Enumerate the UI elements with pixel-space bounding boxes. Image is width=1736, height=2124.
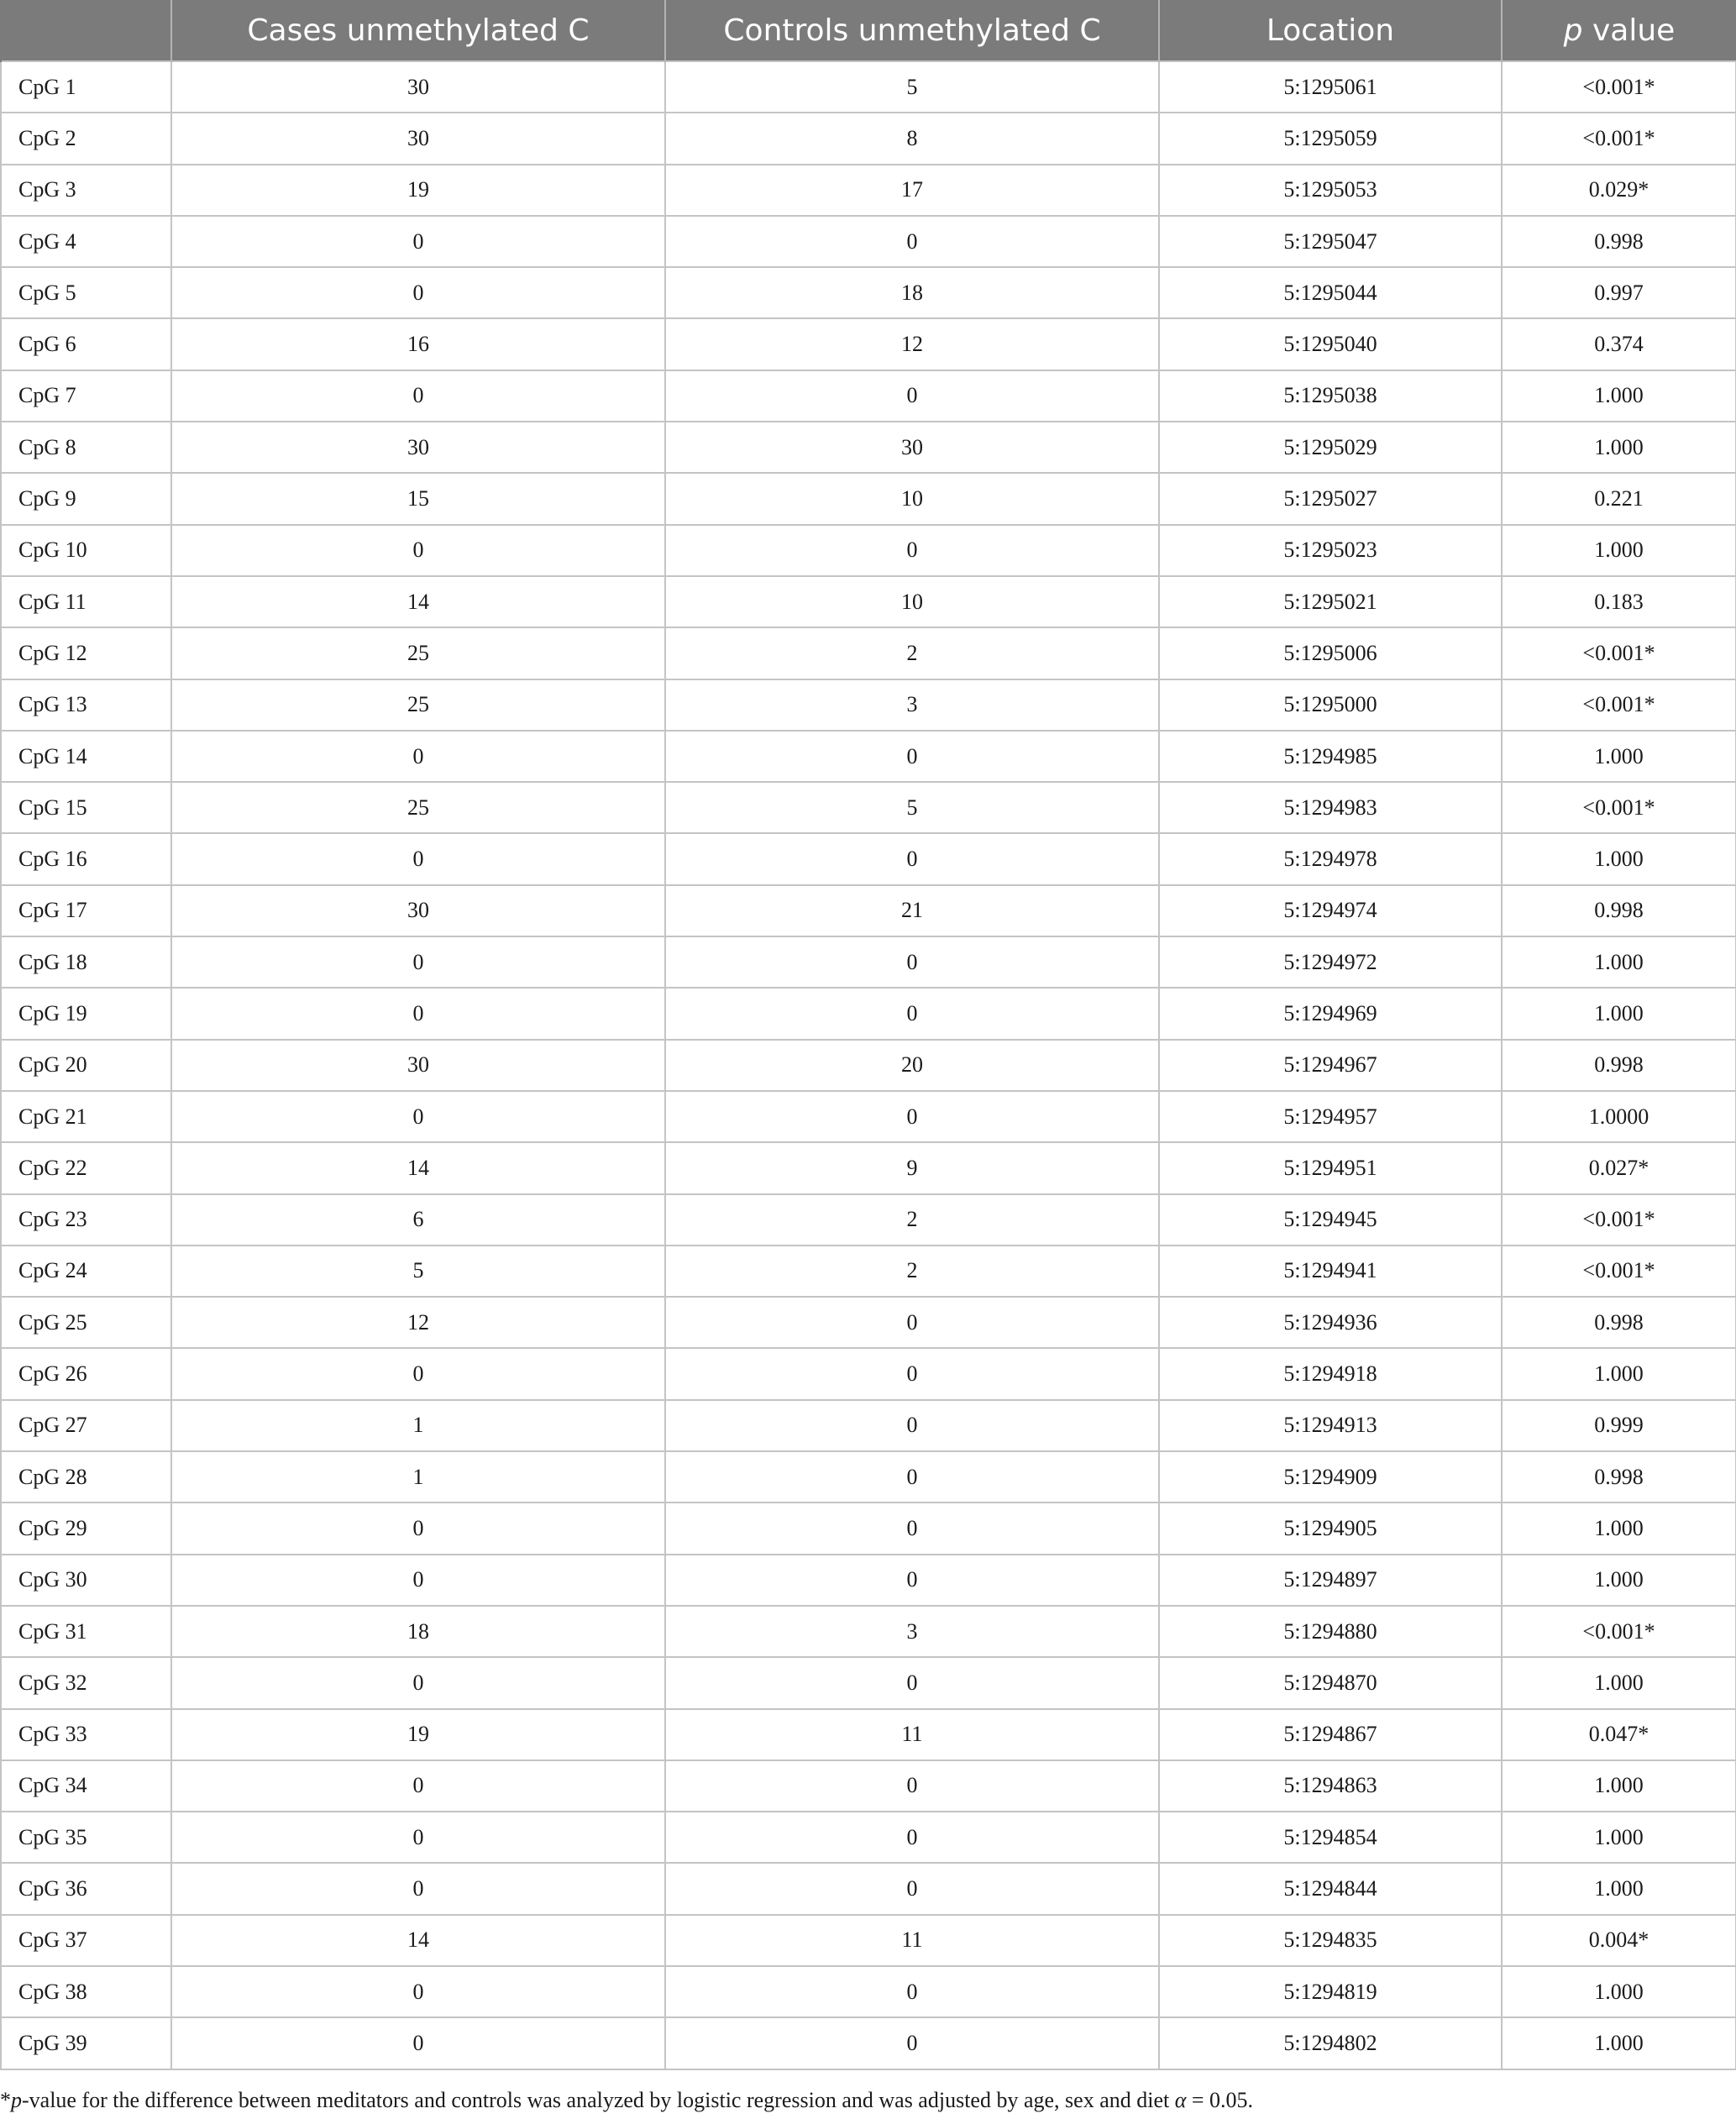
cases-unmethylated-cell: 14 — [171, 1142, 665, 1193]
table-row — [1, 885, 1736, 936]
location-cell: 5:1294936 — [1159, 1297, 1502, 1348]
cpg-site-label: CpG 12 — [1, 627, 171, 679]
cases-unmethylated-cell: 0 — [171, 1812, 665, 1863]
location-cell: 5:1294951 — [1159, 1142, 1502, 1193]
cases-unmethylated-cell: 30 — [171, 422, 665, 473]
table-row — [1, 1709, 1736, 1760]
p-value-cell: <0.001* — [1502, 1246, 1736, 1297]
controls-unmethylated-cell: 0 — [665, 1657, 1159, 1708]
cases-unmethylated-cell: 0 — [171, 1503, 665, 1554]
table-row — [1, 165, 1736, 216]
controls-unmethylated-cell: 12 — [665, 318, 1159, 370]
header-p-value — [1502, 0, 1736, 61]
header-row — [1, 0, 1736, 61]
p-value-cell: 1.000 — [1502, 1503, 1736, 1554]
location-cell: 5:1295029 — [1159, 422, 1502, 473]
p-value-cell: 1.000 — [1502, 422, 1736, 473]
cpg-site-label: CpG 21 — [1, 1091, 171, 1142]
controls-unmethylated-cell: 2 — [665, 1246, 1159, 1297]
controls-unmethylated-cell: 8 — [665, 113, 1159, 164]
cpg-site-label: CpG 38 — [1, 1966, 171, 2017]
location-cell: 5:1294909 — [1159, 1451, 1502, 1503]
cpg-site-label: CpG 8 — [1, 422, 171, 473]
cpg-site-label: CpG 1 — [1, 61, 171, 113]
cpg-site-label: CpG 2 — [1, 113, 171, 164]
footnote-p-italic: p — [11, 2088, 22, 2112]
cases-unmethylated-cell: 12 — [171, 1297, 665, 1348]
p-value-cell: 1.000 — [1502, 2017, 1736, 2069]
footnote-alpha: α — [1174, 2088, 1187, 2112]
cpg-site-label: CpG 35 — [1, 1812, 171, 1863]
cpg-site-label: CpG 14 — [1, 731, 171, 782]
controls-unmethylated-cell: 30 — [665, 422, 1159, 473]
controls-unmethylated-cell: 2 — [665, 1194, 1159, 1246]
p-value-cell: 0.027* — [1502, 1142, 1736, 1193]
controls-unmethylated-cell: 0 — [665, 1451, 1159, 1503]
cases-unmethylated-cell: 0 — [171, 216, 665, 267]
table-row — [1, 1863, 1736, 1914]
controls-unmethylated-cell: 3 — [665, 1606, 1159, 1657]
cases-unmethylated-cell: 25 — [171, 679, 665, 731]
controls-unmethylated-cell: 0 — [665, 1091, 1159, 1142]
controls-unmethylated-cell: 0 — [665, 731, 1159, 782]
p-value-cell: 1.000 — [1502, 833, 1736, 884]
location-cell: 5:1294867 — [1159, 1709, 1502, 1760]
controls-unmethylated-cell: 5 — [665, 61, 1159, 113]
cases-unmethylated-cell: 6 — [171, 1194, 665, 1246]
location-cell: 5:1295021 — [1159, 576, 1502, 627]
location-cell: 5:1294880 — [1159, 1606, 1502, 1657]
location-cell: 5:1295038 — [1159, 370, 1502, 422]
cpg-site-label: CpG 6 — [1, 318, 171, 370]
controls-unmethylated-cell: 21 — [665, 885, 1159, 936]
cases-unmethylated-cell: 0 — [171, 1555, 665, 1606]
controls-unmethylated-cell: 2 — [665, 627, 1159, 679]
cpg-site-label: CpG 5 — [1, 267, 171, 318]
cases-unmethylated-cell: 0 — [171, 1657, 665, 1708]
cases-unmethylated-cell: 25 — [171, 627, 665, 679]
table-row — [1, 1040, 1736, 1091]
table-row — [1, 576, 1736, 627]
p-value-cell: 1.000 — [1502, 1966, 1736, 2017]
table-row — [1, 1657, 1736, 1708]
p-value-cell: 1.000 — [1502, 936, 1736, 988]
cases-unmethylated-cell: 5 — [171, 1246, 665, 1297]
controls-unmethylated-cell: 0 — [665, 833, 1159, 884]
location-cell: 5:1294844 — [1159, 1863, 1502, 1914]
location-cell: 5:1294967 — [1159, 1040, 1502, 1091]
table-row — [1, 1297, 1736, 1348]
cpg-site-label: CpG 28 — [1, 1451, 171, 1503]
cases-unmethylated-cell: 30 — [171, 113, 665, 164]
location-cell: 5:1294835 — [1159, 1915, 1502, 1966]
location-cell: 5:1295006 — [1159, 627, 1502, 679]
controls-unmethylated-cell: 5 — [665, 782, 1159, 833]
controls-unmethylated-cell: 0 — [665, 1348, 1159, 1399]
table-row — [1, 782, 1736, 833]
cases-unmethylated-cell: 0 — [171, 731, 665, 782]
p-value-cell: 0.998 — [1502, 1040, 1736, 1091]
controls-unmethylated-cell: 0 — [665, 1812, 1159, 1863]
cpg-site-label: CpG 19 — [1, 988, 171, 1039]
p-value-cell: <0.001* — [1502, 782, 1736, 833]
header-label-column — [1, 0, 171, 61]
footnote-text-2: = 0.05. — [1186, 2088, 1254, 2112]
p-value-cell: 1.000 — [1502, 525, 1736, 576]
controls-unmethylated-cell: 0 — [665, 988, 1159, 1039]
p-value-cell: 0.998 — [1502, 885, 1736, 936]
p-value-cell: 0.183 — [1502, 576, 1736, 627]
cpg-site-label: CpG 13 — [1, 679, 171, 731]
cases-unmethylated-cell: 19 — [171, 165, 665, 216]
location-cell: 5:1294918 — [1159, 1348, 1502, 1399]
cpg-site-label: CpG 30 — [1, 1555, 171, 1606]
table-row — [1, 988, 1736, 1039]
controls-unmethylated-cell: 0 — [665, 2017, 1159, 2069]
location-cell: 5:1294985 — [1159, 731, 1502, 782]
p-value-cell: 1.000 — [1502, 1863, 1736, 1914]
cpg-site-label: CpG 15 — [1, 782, 171, 833]
location-cell: 5:1294974 — [1159, 885, 1502, 936]
p-value-cell: 1.000 — [1502, 1348, 1736, 1399]
cpg-site-label: CpG 25 — [1, 1297, 171, 1348]
cpg-site-label: CpG 26 — [1, 1348, 171, 1399]
p-value-cell: 1.000 — [1502, 731, 1736, 782]
cpg-site-label: CpG 33 — [1, 1709, 171, 1760]
cases-unmethylated-cell: 0 — [171, 936, 665, 988]
cases-unmethylated-cell: 0 — [171, 1966, 665, 2017]
p-value-cell: <0.001* — [1502, 1194, 1736, 1246]
p-value-cell: 0.029* — [1502, 165, 1736, 216]
table-row — [1, 731, 1736, 782]
controls-unmethylated-cell: 11 — [665, 1915, 1159, 1966]
controls-unmethylated-cell: 0 — [665, 1966, 1159, 2017]
cpg-site-label: CpG 27 — [1, 1400, 171, 1451]
table-row — [1, 1606, 1736, 1657]
table-row — [1, 113, 1736, 164]
p-value-cell: 1.000 — [1502, 1760, 1736, 1812]
p-value-cell: 0.004* — [1502, 1915, 1736, 1966]
cases-unmethylated-cell: 0 — [171, 1760, 665, 1812]
cases-unmethylated-cell: 14 — [171, 576, 665, 627]
cases-unmethylated-cell: 0 — [171, 267, 665, 318]
location-cell: 5:1295053 — [1159, 165, 1502, 216]
header-p-rest: value — [1582, 13, 1676, 48]
table-row — [1, 370, 1736, 422]
location-cell: 5:1294870 — [1159, 1657, 1502, 1708]
p-value-cell: <0.001* — [1502, 113, 1736, 164]
location-cell: 5:1294941 — [1159, 1246, 1502, 1297]
p-value-cell: 0.998 — [1502, 1297, 1736, 1348]
cases-unmethylated-cell: 0 — [171, 1091, 665, 1142]
controls-unmethylated-cell: 17 — [665, 165, 1159, 216]
location-cell: 5:1294854 — [1159, 1812, 1502, 1863]
controls-unmethylated-cell: 0 — [665, 370, 1159, 422]
p-value-cell: <0.001* — [1502, 679, 1736, 731]
p-value-cell: 1.000 — [1502, 988, 1736, 1039]
table-row — [1, 267, 1736, 318]
cpg-site-label: CpG 17 — [1, 885, 171, 936]
location-cell: 5:1294913 — [1159, 1400, 1502, 1451]
header-controls-unmethylated: Controls unmethylated C — [665, 0, 1159, 61]
p-value-cell: 1.000 — [1502, 370, 1736, 422]
p-value-cell: 1.000 — [1502, 1555, 1736, 1606]
table-row — [1, 1194, 1736, 1246]
cases-unmethylated-cell: 1 — [171, 1400, 665, 1451]
p-value-cell: 1.000 — [1502, 1657, 1736, 1708]
p-value-cell: 0.998 — [1502, 216, 1736, 267]
p-value-cell: 1.000 — [1502, 1812, 1736, 1863]
p-value-cell: 0.999 — [1502, 1400, 1736, 1451]
header-location: Location — [1159, 0, 1502, 61]
location-cell: 5:1294897 — [1159, 1555, 1502, 1606]
header-p-italic: p — [1563, 13, 1583, 48]
location-cell: 5:1294863 — [1159, 1760, 1502, 1812]
controls-unmethylated-cell: 20 — [665, 1040, 1159, 1091]
cpg-site-label: CpG 24 — [1, 1246, 171, 1297]
location-cell: 5:1294983 — [1159, 782, 1502, 833]
cases-unmethylated-cell: 19 — [171, 1709, 665, 1760]
cpg-site-label: CpG 18 — [1, 936, 171, 988]
location-cell: 5:1294819 — [1159, 1966, 1502, 2017]
location-cell: 5:1295023 — [1159, 525, 1502, 576]
cpg-site-label: CpG 31 — [1, 1606, 171, 1657]
controls-unmethylated-cell: 0 — [665, 1503, 1159, 1554]
cpg-site-label: CpG 4 — [1, 216, 171, 267]
cpg-site-label: CpG 10 — [1, 525, 171, 576]
cpg-site-label: CpG 39 — [1, 2017, 171, 2069]
table-row — [1, 1451, 1736, 1503]
controls-unmethylated-cell: 10 — [665, 473, 1159, 524]
table-row — [1, 1091, 1736, 1142]
controls-unmethylated-cell: 0 — [665, 1863, 1159, 1914]
header-cases-unmethylated: Cases unmethylated C — [171, 0, 665, 61]
cases-unmethylated-cell: 0 — [171, 1863, 665, 1914]
cases-unmethylated-cell: 18 — [171, 1606, 665, 1657]
location-cell: 5:1295047 — [1159, 216, 1502, 267]
location-cell: 5:1295061 — [1159, 61, 1502, 113]
cpg-site-label: CpG 7 — [1, 370, 171, 422]
table-row — [1, 1503, 1736, 1554]
p-value-cell: <0.001* — [1502, 627, 1736, 679]
p-value-cell: <0.001* — [1502, 61, 1736, 113]
table-row — [1, 1966, 1736, 2017]
p-value-cell: <0.001* — [1502, 1606, 1736, 1657]
location-cell: 5:1294969 — [1159, 988, 1502, 1039]
cpg-site-label: CpG 11 — [1, 576, 171, 627]
table-row — [1, 422, 1736, 473]
table-row — [1, 1142, 1736, 1193]
cpg-site-label: CpG 20 — [1, 1040, 171, 1091]
controls-unmethylated-cell: 3 — [665, 679, 1159, 731]
table-row — [1, 1246, 1736, 1297]
table-row — [1, 627, 1736, 679]
location-cell: 5:1294978 — [1159, 833, 1502, 884]
table-row — [1, 2017, 1736, 2069]
cases-unmethylated-cell: 25 — [171, 782, 665, 833]
p-value-cell: 0.221 — [1502, 473, 1736, 524]
location-cell: 5:1294802 — [1159, 2017, 1502, 2069]
controls-unmethylated-cell: 0 — [665, 1400, 1159, 1451]
table-row — [1, 833, 1736, 884]
p-value-cell: 0.998 — [1502, 1451, 1736, 1503]
controls-unmethylated-cell: 0 — [665, 1297, 1159, 1348]
location-cell: 5:1295040 — [1159, 318, 1502, 370]
controls-unmethylated-cell: 11 — [665, 1709, 1159, 1760]
table-row — [1, 1348, 1736, 1399]
table-row — [1, 1555, 1736, 1606]
table-row — [1, 679, 1736, 731]
controls-unmethylated-cell: 0 — [665, 1760, 1159, 1812]
table-row — [1, 1760, 1736, 1812]
cpg-site-label: CpG 9 — [1, 473, 171, 524]
cases-unmethylated-cell: 30 — [171, 885, 665, 936]
p-value-cell: 0.374 — [1502, 318, 1736, 370]
location-cell: 5:1295000 — [1159, 679, 1502, 731]
controls-unmethylated-cell: 0 — [665, 936, 1159, 988]
table-row — [1, 473, 1736, 524]
table-row — [1, 1915, 1736, 1966]
location-cell: 5:1294972 — [1159, 936, 1502, 988]
cpg-site-label: CpG 34 — [1, 1760, 171, 1812]
controls-unmethylated-cell: 0 — [665, 525, 1159, 576]
cpg-site-label: CpG 32 — [1, 1657, 171, 1708]
cases-unmethylated-cell: 14 — [171, 1915, 665, 1966]
table-row — [1, 318, 1736, 370]
table-row — [1, 1400, 1736, 1451]
cases-unmethylated-cell: 0 — [171, 370, 665, 422]
cases-unmethylated-cell: 16 — [171, 318, 665, 370]
location-cell: 5:1295027 — [1159, 473, 1502, 524]
location-cell: 5:1295059 — [1159, 113, 1502, 164]
table-row — [1, 61, 1736, 113]
cpg-site-label: CpG 3 — [1, 165, 171, 216]
controls-unmethylated-cell: 18 — [665, 267, 1159, 318]
cases-unmethylated-cell: 30 — [171, 1040, 665, 1091]
cases-unmethylated-cell: 0 — [171, 833, 665, 884]
cpg-site-label: CpG 36 — [1, 1863, 171, 1914]
cases-unmethylated-cell: 0 — [171, 525, 665, 576]
location-cell: 5:1294945 — [1159, 1194, 1502, 1246]
cases-unmethylated-cell: 0 — [171, 2017, 665, 2069]
controls-unmethylated-cell: 0 — [665, 1555, 1159, 1606]
location-cell: 5:1294905 — [1159, 1503, 1502, 1554]
table-row — [1, 216, 1736, 267]
cpg-site-label: CpG 22 — [1, 1142, 171, 1193]
cases-unmethylated-cell: 0 — [171, 1348, 665, 1399]
cases-unmethylated-cell: 30 — [171, 61, 665, 113]
cases-unmethylated-cell: 1 — [171, 1451, 665, 1503]
cpg-site-label: CpG 37 — [1, 1915, 171, 1966]
controls-unmethylated-cell: 10 — [665, 576, 1159, 627]
location-cell: 5:1295044 — [1159, 267, 1502, 318]
table-row — [1, 525, 1736, 576]
controls-unmethylated-cell: 0 — [665, 216, 1159, 267]
table-footnote — [0, 2088, 1253, 2113]
footnote-star: * — [0, 2088, 11, 2112]
p-value-cell: 0.047* — [1502, 1709, 1736, 1760]
cases-unmethylated-cell: 0 — [171, 988, 665, 1039]
cases-unmethylated-cell: 15 — [171, 473, 665, 524]
p-value-cell: 1.0000 — [1502, 1091, 1736, 1142]
footnote-text-1: -value for the difference between meditators and controls was analyzed by logistic regression and was adjusted by age, sex and diet — [22, 2088, 1175, 2112]
location-cell: 5:1294957 — [1159, 1091, 1502, 1142]
cpg-site-label: CpG 29 — [1, 1503, 171, 1554]
cpg-site-label: CpG 23 — [1, 1194, 171, 1246]
table-row — [1, 1812, 1736, 1863]
p-value-cell: 0.997 — [1502, 267, 1736, 318]
table-row — [1, 936, 1736, 988]
cpg-site-label: CpG 16 — [1, 833, 171, 884]
controls-unmethylated-cell: 9 — [665, 1142, 1159, 1193]
